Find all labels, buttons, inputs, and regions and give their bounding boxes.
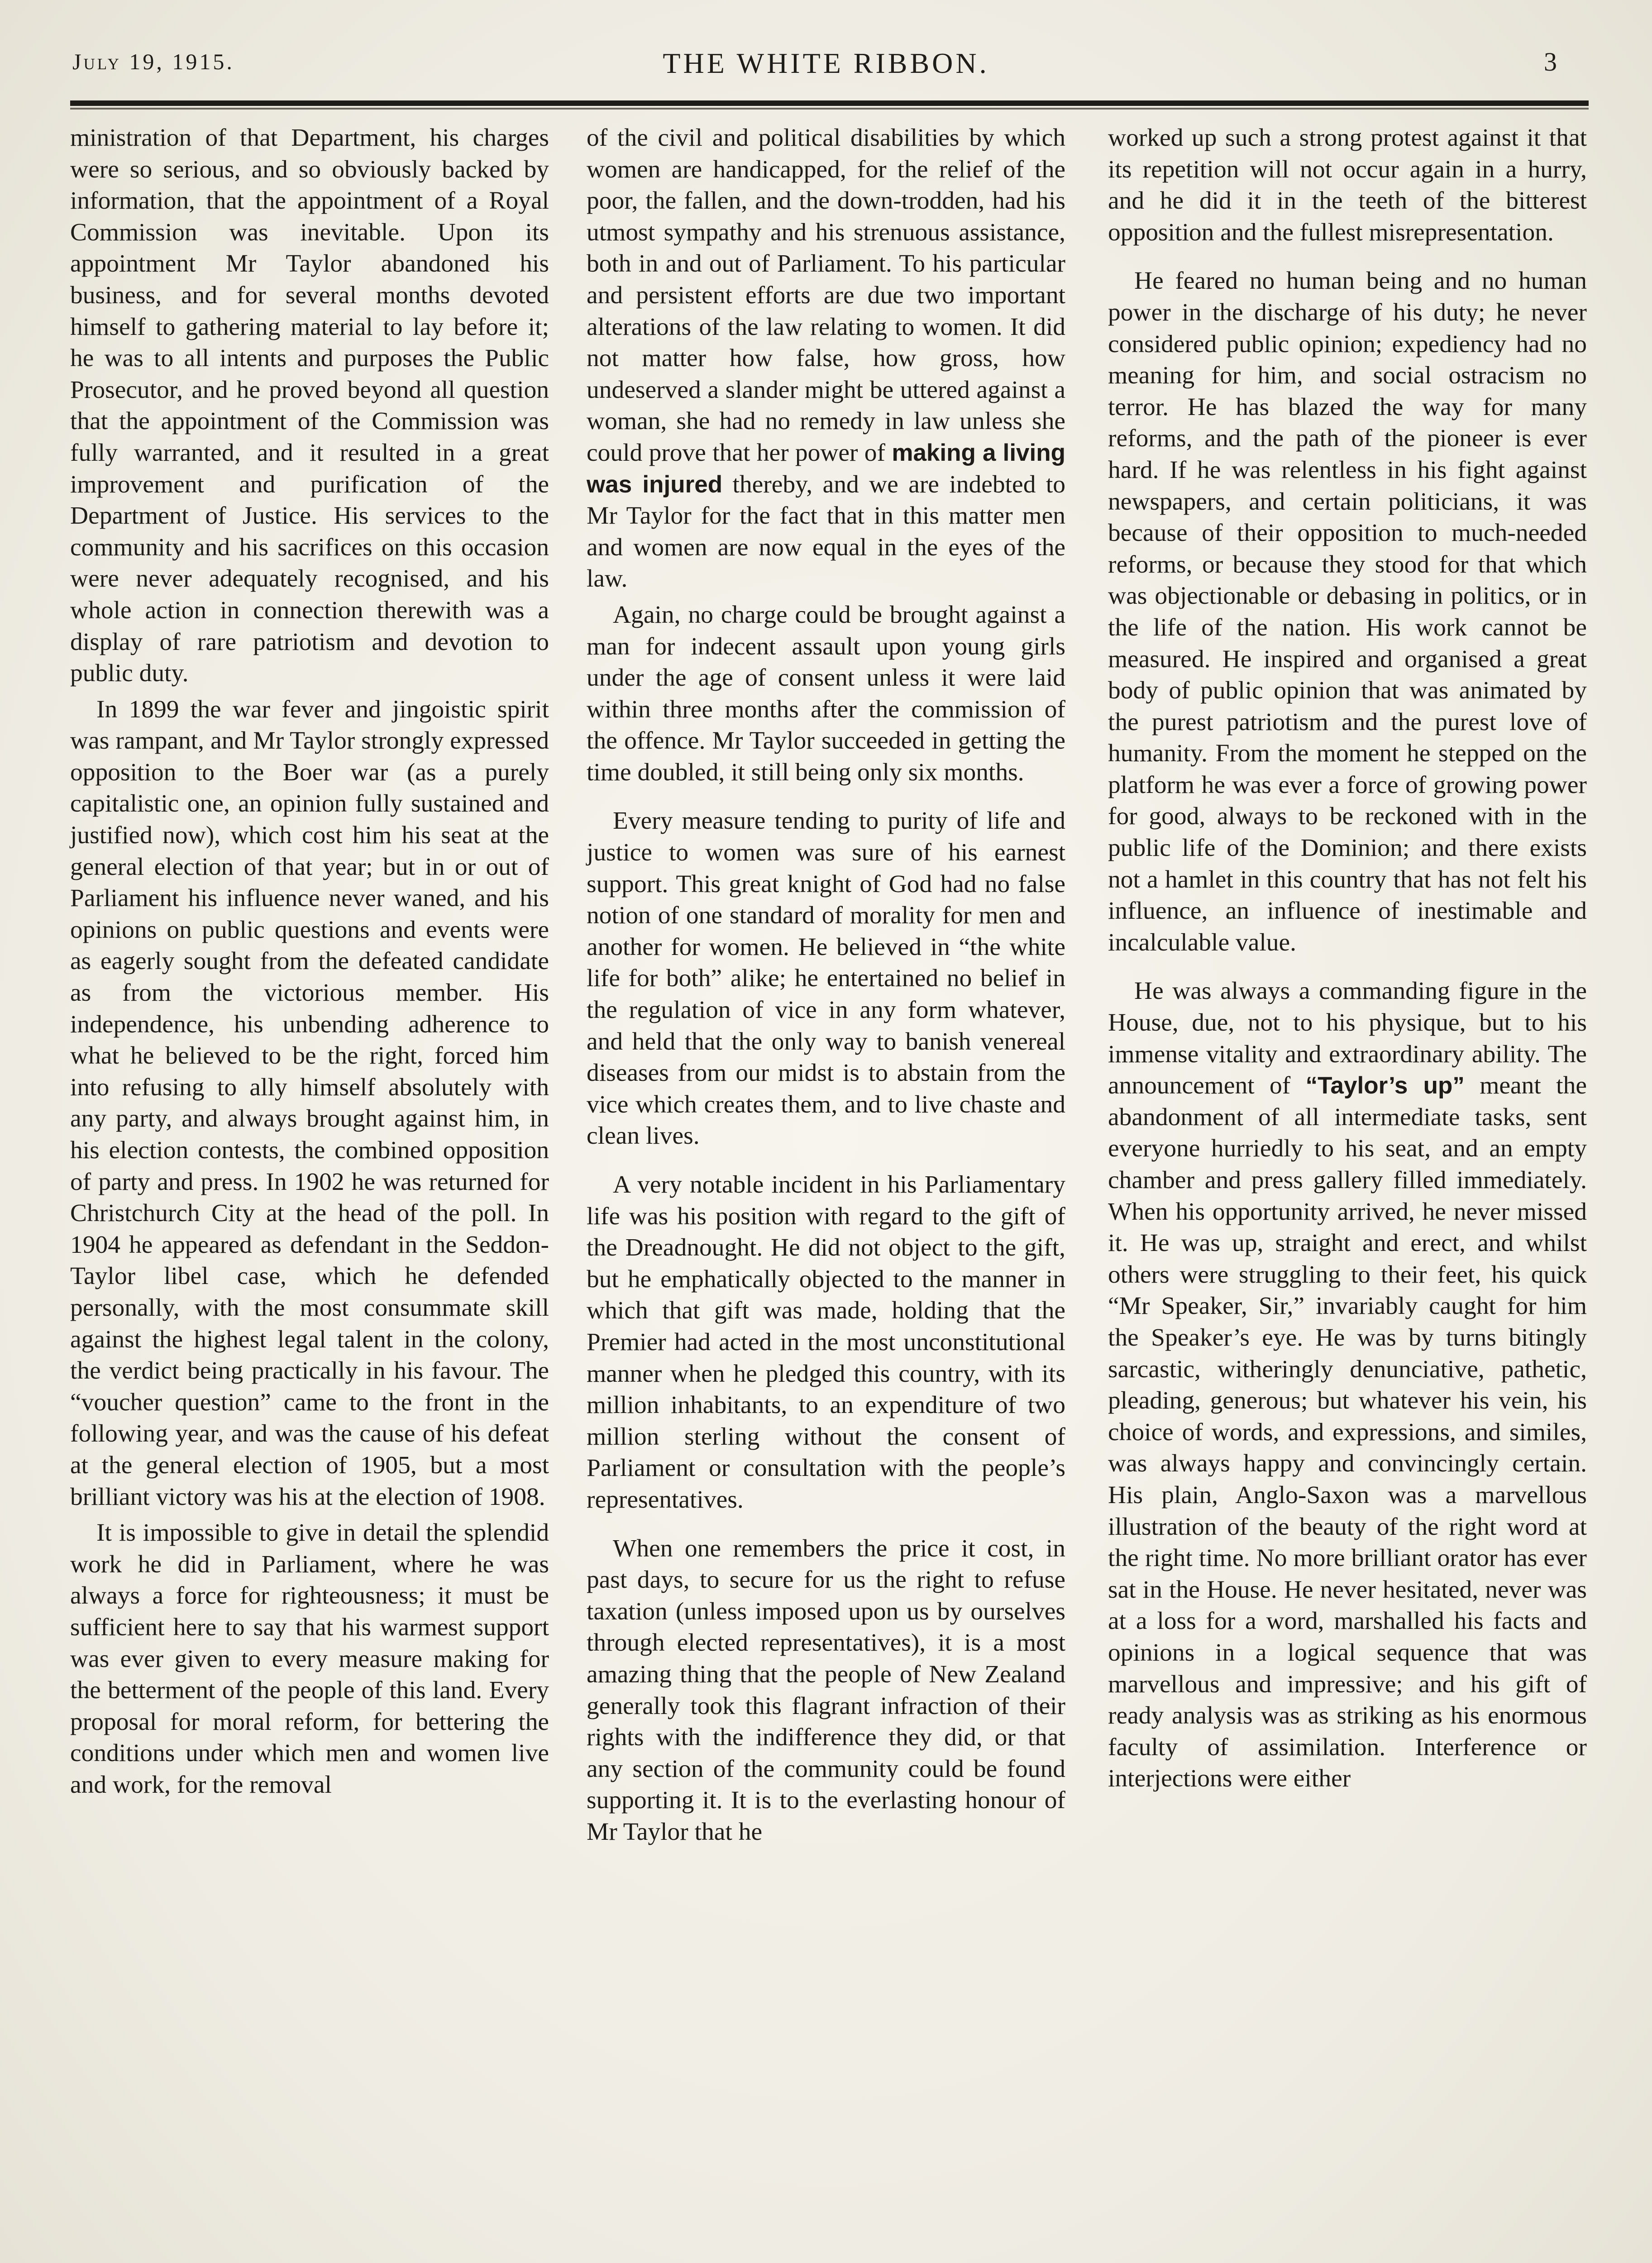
header-rule-thin [70,108,1589,110]
paragraph: A very notable incident in his Parliamentary life was his position with regard to the gift of the Dreadnought. He did not object to the gift, but he emphatically objected to the manner in which that gift was made, holding that the Premier had acted in the most unconstitutional manner when he pledged this country, with its million inhabitants, to an expenditure of two million sterling without the consent of Parliament or consultation with the people’s representatives. [587,1171,1065,1513]
paragraph-text: He was always a commanding figure in the House, due, not to his physique, but to his immense vitality and extraordinary ability. The announcement of [1108,977,1587,1100]
emphasis-text: making a living was injured [587,439,1065,498]
header-rule [70,100,1589,106]
paragraph: It is impossible to give in detail the splendid work he did in Parliament, where he was always a force for righteousness; it must be sufficient here to say that his warmest support was ever given to every measure making for the betterment of the people of this land. Every proposal for moral reform, for bettering the conditions under which men and women live and work, for the removal [70,1519,549,1799]
paragraph: Every measure tending to purity of life and justice to women was sure of his earnest support. This great knight of God had no false notion of one standard of morality for men and another for women. He believed in “the white life for both” alike; he entertained no belief in the regulation of vice in any form whatever, and held that the only way to banish venereal diseases from our midst is to abstain from the vice which creates them, and to live chaste and clean lives. [587,807,1065,1150]
paragraph: In 1899 the war fever and jingoistic spirit was rampant, and Mr Taylor strongly expressed opposition to the Boer war (as a purely capitalistic one, an opinion fully sustained and justified now), which cost him his seat at the general election of that year; but in or out of Parliament his influence never waned, and his opinions on public questions and events were as eagerly sought from the defeated candidate as from the victorious member. His independence, his unbending adherence to what he believed to be the right, forced him into refusing to ally himself absolutely with any party, and always brought against him, in his election contests, the combined opposition of party and press. In 1902 he was returned for Christchurch City at the head of the poll. In 1904 he appeared as defendant in the Seddon-Taylor libel case, which he defended personally, with the most consummate skill against the highest legal talent in the colony, the verdict being practically in his favour. The “voucher question” came to the front in the following year, and was the cause of his defeat at the general election of 1905, but a most brilliant victory was his at the election of 1908. [70,695,549,1511]
article-column-2 [587,122,1065,1852]
paragraph-text: thereby, and we are indebted to Mr Taylor for the fact that in this matter men and women are now equal in the eyes of the law. [587,470,1065,593]
paragraph: ministration of that Department, his charges were so serious, and so obviously backed by information, that the appointment of a Royal Commission was inevitable. Upon its appointment Mr Taylor abandoned his business, and for several months devoted himself to gathering material to lay before it; he was to all intents and purposes the Public Prosecutor, and he proved beyond all question that the appointment of the Commission was fully warranted, and it resulted in a great improvement and purification of the Department of Justice. His services to the community and his sacrifices on this occasion were never adequately recognised, and his whole action in connection therewith was a display of rare patriotism and devotion to public duty. [70,124,549,687]
paragraph-text: of the civil and political disabilities by which women are handicapped, for the relief of the poor, the fallen, and the down-trodden, had his utmost sympathy and his strenuous assistance, both in and out of Parliament. To his particular and persistent efforts are due two important alterations of the law relating to women. It did not matter how false, how gross, how undeserved a slander might be uttered against a woman, she had no remedy in law unless she could prove that her power of [587,124,1065,467]
newspaper-title: THE WHITE RIBBON. [663,47,989,79]
issue-date: July 19, 1915. [72,49,234,74]
paragraph: Again, no charge could be brought against a man for indecent assault upon young girls under the age of consent unless it were laid within three months after the commission of the offence. Mr Taylor succeeded in getting the time doubled, it still being only six months. [587,601,1065,786]
paragraph [587,122,1065,595]
paragraph: worked up such a strong protest against it that its repetition will not occur again in a hurry, and he did it in the teeth of the bitterest opposition and the fullest misrepresentation. [1108,124,1587,246]
paragraph [1108,975,1587,1794]
page-header [68,43,1584,84]
page-number: 3 [1544,47,1557,76]
paragraph-text: meant the abandonment of all intermediate tasks, sent everyone hurriedly to his seat, and an empty chamber and press gallery filled immediately. When his opportunity arrived, he never missed it. He was up, straight and erect, and whilst others were struggling to their feet, his quick “Mr Speaker, Sir,” invariably caught for him the Speaker’s eye. He was by turns bitingly sarcastic, witheringly denunciative, pathetic, pleading, generous; but whatever his vein, his choice of words, and expressions, and similes, was always happy and convincingly certain. His plain, Anglo-Saxon was a marvellous illustration of the beauty of the right word at the right time. No more brilliant orator has ever sat in the House. He never hesitated, never was at a loss for a word, marshalled his facts and opinions in a logical sequence that was marvellous and impressive; and his gift of ready analysis was as striking as his enormous faculty of assimilation. Interference or interjections were either [1108,1072,1587,1793]
paragraph: When one remembers the price it cost, in past days, to secure for us the right to refuse taxation (unless imposed upon us by ourselves through elected representatives), it is a most amazing thing that the people of New Zealand generally took this flagrant infraction of their rights with the indifference they did, or that any section of the community could be found supporting it. It is to the everlasting honour of Mr Taylor that he [587,1534,1065,1846]
article-column-3 [1108,122,1587,1799]
article-column-1 [70,122,549,1805]
emphasis-text: “Taylor’s up” [1305,1072,1465,1099]
paragraph: He feared no human being and no human power in the discharge of his duty; he never considered public opinion; expediency had no meaning for him, and social ostracism no terror. He has blazed the way for many reforms, and the path of the pioneer is ever hard. If he was relentless in his fight against newspapers, and certain politicians, it was because of their opposition to much-needed reforms, or because they stood for that which was objectionable or debasing in politics, or in the life of the nation. His work cannot be measured. He inspired and organised a great body of public opinion that was animated by the purest patriotism and the purest love of humanity. From the moment he stepped on the platform he was ever a force of growing power for good, always to be reckoned with in the public life of the Dominion; and there exists not a hamlet in this country that has not felt his influence, an influence of inestimable and incalculable value. [1108,267,1587,956]
